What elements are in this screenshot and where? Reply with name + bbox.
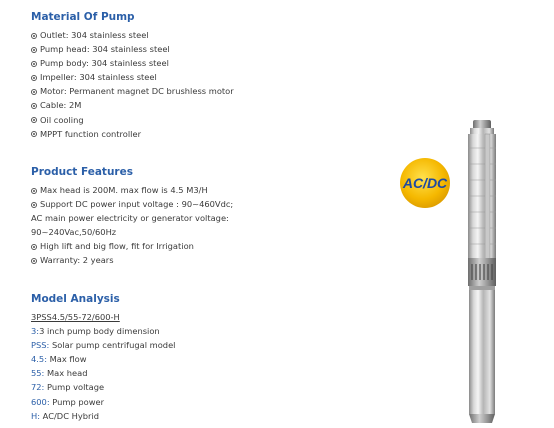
list-item bbox=[31, 183, 233, 197]
list-item bbox=[31, 98, 234, 112]
features-list bbox=[31, 183, 233, 268]
bullet-icon bbox=[31, 188, 37, 194]
bullet-icon bbox=[31, 244, 37, 250]
model-key: 4.5: bbox=[31, 354, 47, 365]
bullet-icon bbox=[31, 61, 37, 67]
list-item-text: High lift and big flow, fit for Irrigation bbox=[40, 241, 194, 252]
list-item-text: Pump body: 304 stainless steel bbox=[40, 58, 169, 69]
bullet-icon bbox=[31, 103, 37, 109]
bullet-icon bbox=[31, 202, 37, 208]
bullet-icon bbox=[31, 47, 37, 53]
bullet-icon bbox=[31, 131, 37, 137]
model-row bbox=[31, 366, 175, 380]
list-item-continuation bbox=[31, 211, 233, 225]
list-item-text: Motor: Permanent magnet DC brushless motor bbox=[40, 86, 234, 97]
list-item-continuation bbox=[31, 225, 233, 239]
list-item-text: Max head is 200M. max flow is 4.5 M3/H bbox=[40, 185, 208, 195]
list-item bbox=[31, 42, 234, 56]
list-item-text: Cable: 2M bbox=[40, 100, 82, 111]
list-item bbox=[31, 56, 234, 70]
submersible-pump-image bbox=[458, 118, 506, 425]
model-key: H: bbox=[31, 410, 41, 421]
list-item-text: Oil cooling bbox=[40, 114, 84, 125]
bullet-icon bbox=[31, 89, 37, 95]
model-key: 72: bbox=[31, 382, 45, 393]
bullet-icon bbox=[31, 33, 37, 39]
model-row bbox=[31, 338, 175, 352]
list-item bbox=[31, 127, 234, 141]
list-item bbox=[31, 70, 234, 84]
acdc-badge-icon bbox=[399, 157, 451, 209]
model-desc: Max flow bbox=[47, 354, 87, 365]
list-item bbox=[31, 239, 233, 253]
model-desc: Solar pump centrifugal model bbox=[49, 340, 176, 351]
list-item-text: 90~240Vac,50/60Hz bbox=[31, 227, 117, 238]
list-item bbox=[31, 84, 234, 98]
list-item-text: Warranty: 2 years bbox=[40, 255, 114, 266]
model-row bbox=[31, 324, 175, 338]
model-key: PSS: bbox=[31, 340, 50, 351]
model-list bbox=[31, 310, 175, 423]
model-heading: Model Analysis bbox=[31, 293, 120, 305]
list-item bbox=[31, 28, 234, 42]
list-item-text: MPPT function controller bbox=[40, 128, 141, 139]
bullet-icon bbox=[31, 258, 37, 264]
list-item-text: Impeller: 304 stainless steel bbox=[40, 72, 157, 83]
model-key: 55: bbox=[31, 368, 45, 379]
model-desc: AC/DC Hybrid bbox=[40, 410, 100, 421]
bullet-icon bbox=[31, 117, 37, 123]
list-item-text: Support DC power input voltage : 90~460Vdc; bbox=[40, 199, 234, 210]
model-code-text: 3PSS4.5/55-72/600-H bbox=[31, 312, 120, 322]
material-heading: Material Of Pump bbox=[31, 11, 135, 23]
features-heading: Product Features bbox=[31, 166, 133, 178]
model-row bbox=[31, 352, 175, 366]
model-code bbox=[31, 310, 175, 324]
model-desc: Max head bbox=[44, 368, 88, 379]
list-item bbox=[31, 113, 234, 127]
model-key: 3: bbox=[31, 326, 40, 337]
list-item bbox=[31, 197, 233, 211]
model-row bbox=[31, 380, 175, 394]
list-item-text: Pump head: 304 stainless steel bbox=[40, 44, 170, 55]
material-list bbox=[31, 28, 234, 141]
model-row bbox=[31, 409, 175, 423]
model-key: 600: bbox=[31, 396, 50, 407]
model-desc: Pump voltage bbox=[44, 382, 105, 393]
list-item-text: AC main power electricity or generator voltage: bbox=[31, 213, 229, 224]
model-desc: 3 inch pump body dimension bbox=[39, 326, 160, 337]
list-item bbox=[31, 253, 233, 267]
bullet-icon bbox=[31, 75, 37, 81]
model-desc: Pump power bbox=[49, 396, 105, 407]
model-row bbox=[31, 395, 175, 409]
list-item-text: Outlet: 304 stainless steel bbox=[40, 30, 149, 40]
badge-text: AC/DC bbox=[402, 175, 448, 191]
